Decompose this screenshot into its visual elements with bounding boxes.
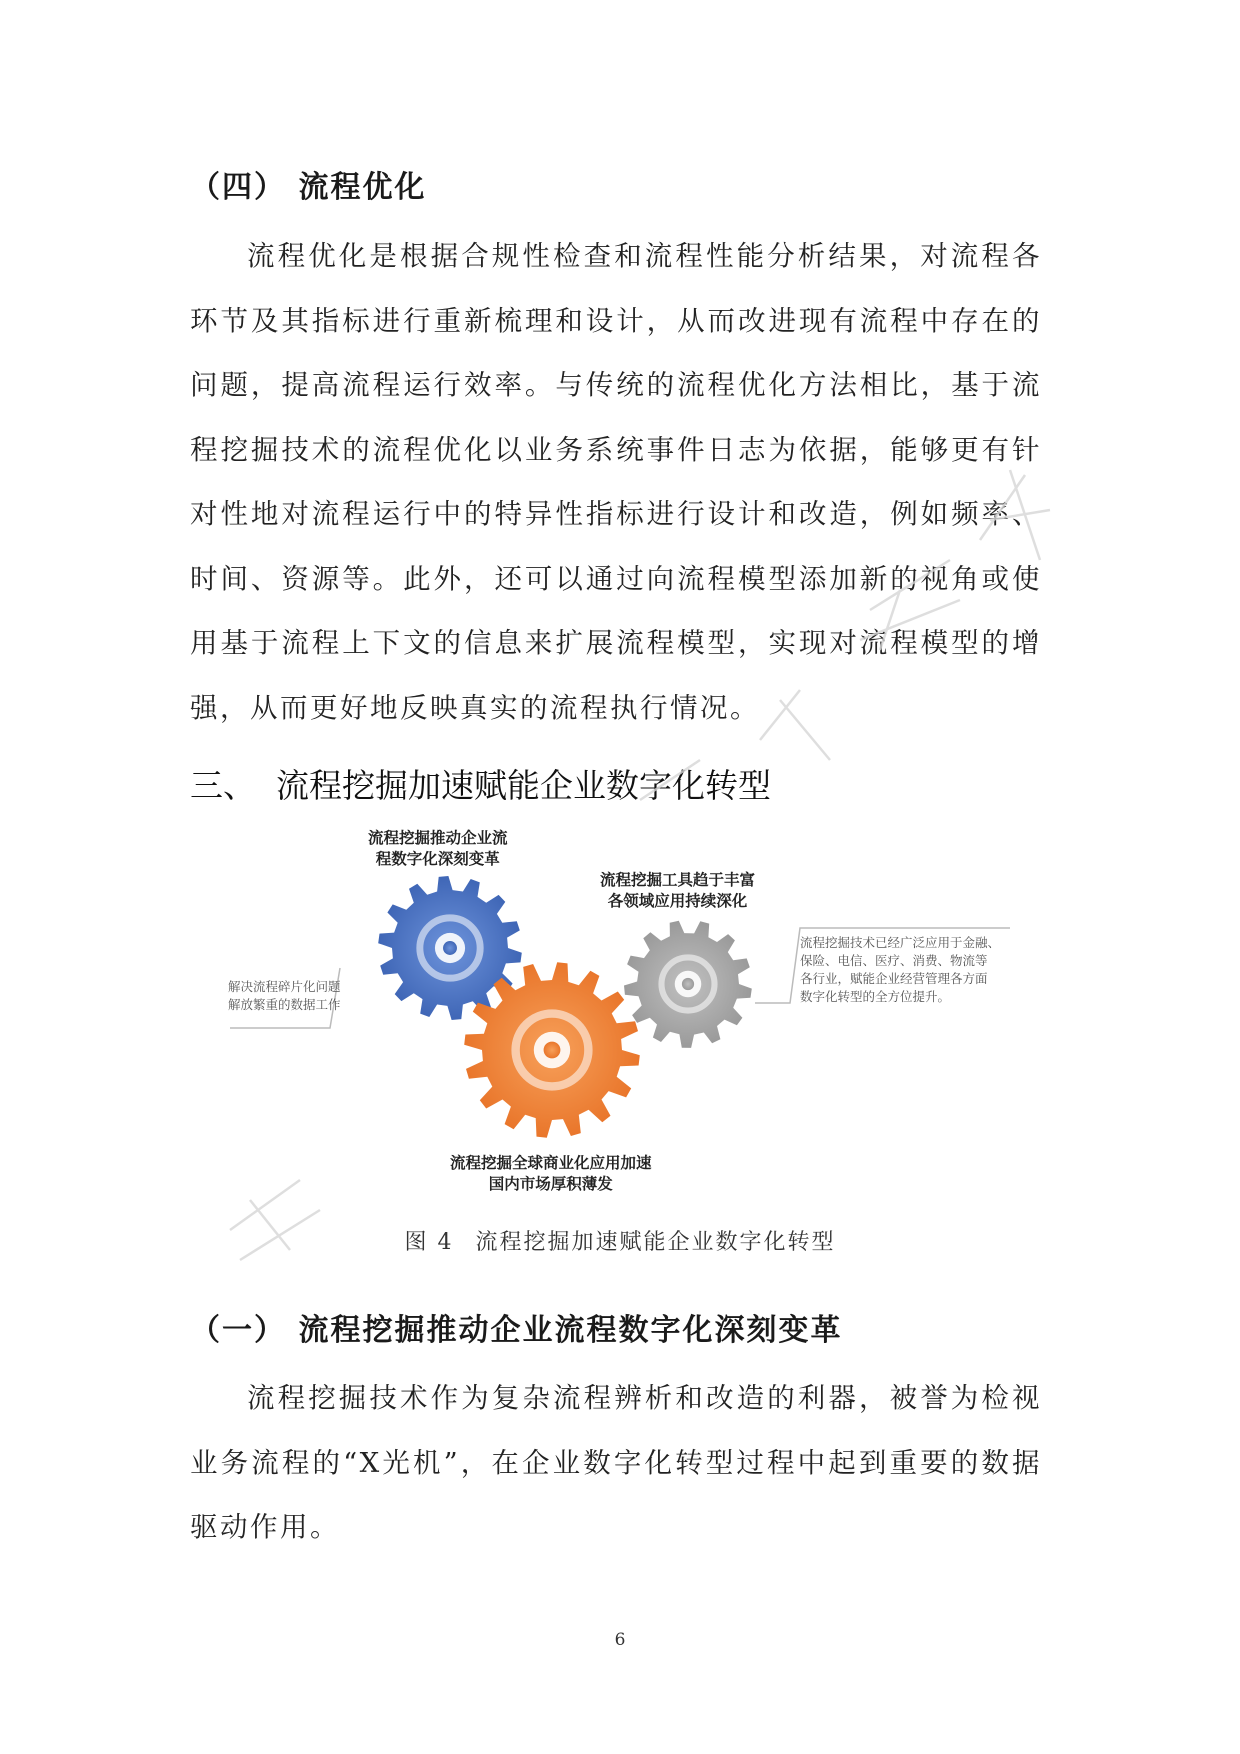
page-number: 6 — [614, 1630, 626, 1650]
left-note: 解决流程碎片化问题 解放繁重的数据工作 — [228, 979, 341, 1012]
chapter-number: 三、 — [190, 766, 256, 805]
gear-figure — [190, 808, 1050, 1208]
paragraph-digital-transformation: 流程挖掘技术作为复杂流程辨析和改造的利器，被誉为检视业务流程的“X光机”，在企业数字化转型过程中起到重要的数据驱动作用。 — [190, 1382, 1042, 1543]
section-heading-digital-transformation: （一） 流程挖掘推动企业流程数字化深刻变革 — [190, 1313, 843, 1348]
gray-gear-label: 流程挖掘工具趋于丰富 各领域应用持续深化 — [600, 871, 756, 910]
blue-gear-label: 流程挖掘推动企业流 程数字化深刻变革 — [368, 829, 508, 868]
paragraph-optimization: 流程优化是根据合规性检查和流程性能分析结果，对流程各环节及其指标进行重新梳理和设计，从而改进现有流程中存在的问题，提高流程运行效率。与传统的流程优化方法相比，基于流程挖掘技术的流程优化以业务系统事件日志为依据，能够更有针对性地对流程运行中的特异性指标进行设计和改造，例如频率、时间、资源等。此外，还可以通过向流程模型添加新的视角或使用基于流程上下文的信息来扩展流程模型，实现对流程模型的增强，从而更好地反映真实的流程执行情况。 — [190, 240, 1042, 724]
section-heading-optimization: （四） 流程优化 — [190, 170, 427, 205]
figure-caption — [0, 1225, 1240, 1256]
figure-caption-text: 流程挖掘加速赋能企业数字化转型 — [475, 1230, 836, 1255]
orange-gear-label: 流程挖掘全球商业化应用加速 国内市场厚积薄发 — [450, 1154, 652, 1193]
gray-gear-icon — [624, 921, 752, 1048]
chapter-title: 流程挖掘加速赋能企业数字化转型 — [276, 766, 771, 805]
chapter-heading — [190, 760, 771, 807]
figure-number: 图 4 — [404, 1230, 454, 1255]
right-note: 流程挖掘技术已经广泛应用于金融、 保险、电信、医疗、消费、物流等 各行业，赋能企业经营管理各方面 数字化转型的全方位提升。 — [800, 935, 1001, 1004]
blue-gear-icon — [378, 876, 522, 1020]
